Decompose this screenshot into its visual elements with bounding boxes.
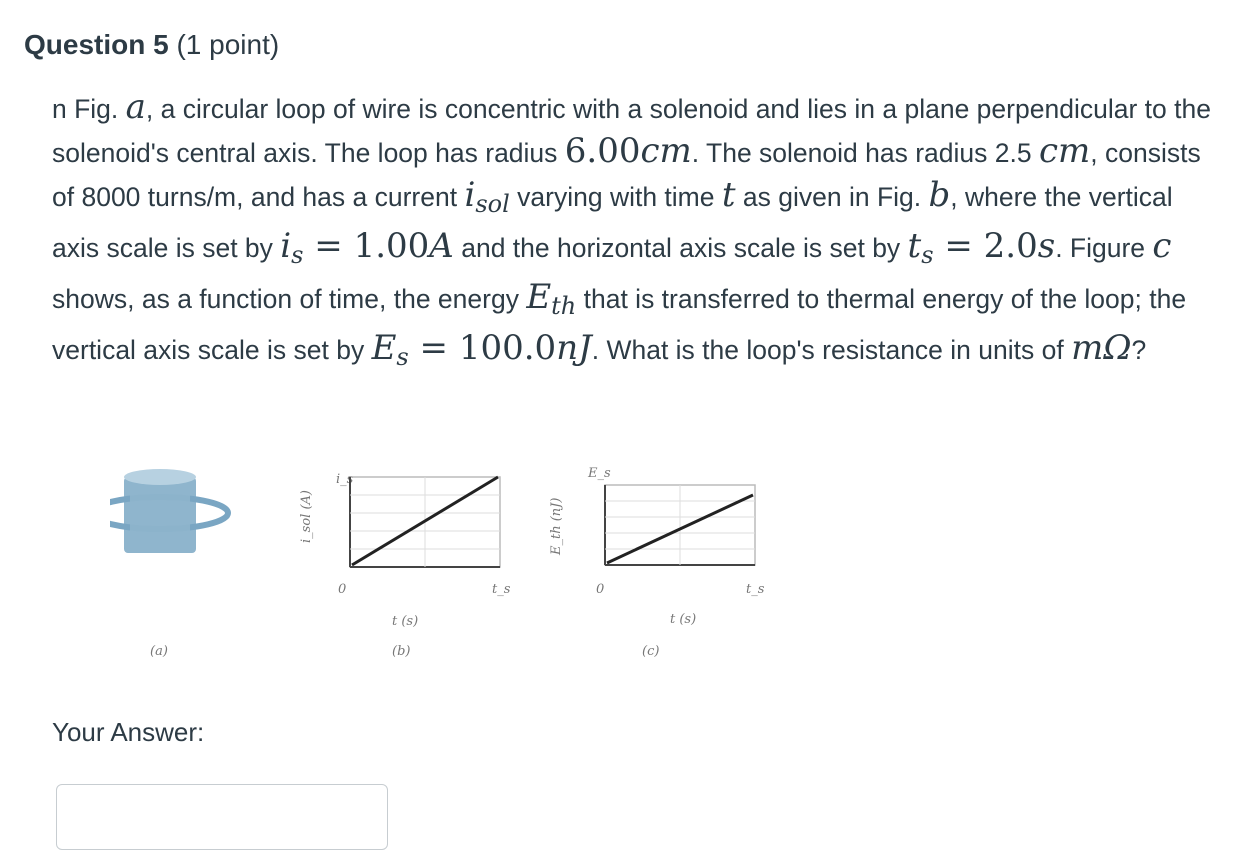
c-xzero: 0 xyxy=(596,582,605,597)
graph-c xyxy=(549,466,765,659)
b-xzero: 0 xyxy=(338,582,347,597)
label-b: (b) xyxy=(392,644,411,659)
graph-b xyxy=(299,472,511,659)
question-points: (1 point) xyxy=(176,29,280,60)
c-xtick: t_s xyxy=(746,582,765,597)
b-ylabel: i_sol (A) xyxy=(299,490,314,543)
question-title xyxy=(24,29,279,61)
question-body: n Fig. a, a circular loop of wire is concentric with a solenoid and lies in a plane perpendicular to the solenoid's central axis. The loop has radius 6.00cm. The solenoid has radius 2.5 cm, consists of 8000 turns/m, and has a current $i_{sol}$ varying with time t as given in Fig. b, where the vertical axis scale is set by $i_s = 1.00A$ and the horizontal axis scale is set by $t_s = 2.0s$. Figure c shows, as a function of time, the energy $E_{th}$ that is transferred to thermal energy of the loop; the vertical axis scale is set by $E_s = 100.0nJ$. What is the loop's resistance in units of mΩ? xyxy=(52,87,1211,371)
answer-input[interactable] xyxy=(56,784,388,850)
label-c: (c) xyxy=(642,644,660,659)
c-ylabel: E_th (nJ) xyxy=(549,497,564,555)
question-number: Question 5 xyxy=(24,29,169,60)
c-xlabel: t (s) xyxy=(670,612,697,627)
b-xlabel: t (s) xyxy=(392,614,419,629)
solenoid-drawing xyxy=(110,469,228,553)
physics-figure xyxy=(110,455,810,675)
b-xtick: t_s xyxy=(492,582,511,597)
c-ytick: E_s xyxy=(588,466,611,481)
label-a: (a) xyxy=(150,644,168,659)
your-answer-label: Your Answer: xyxy=(52,717,205,747)
b-ytick: i_s xyxy=(336,472,354,487)
